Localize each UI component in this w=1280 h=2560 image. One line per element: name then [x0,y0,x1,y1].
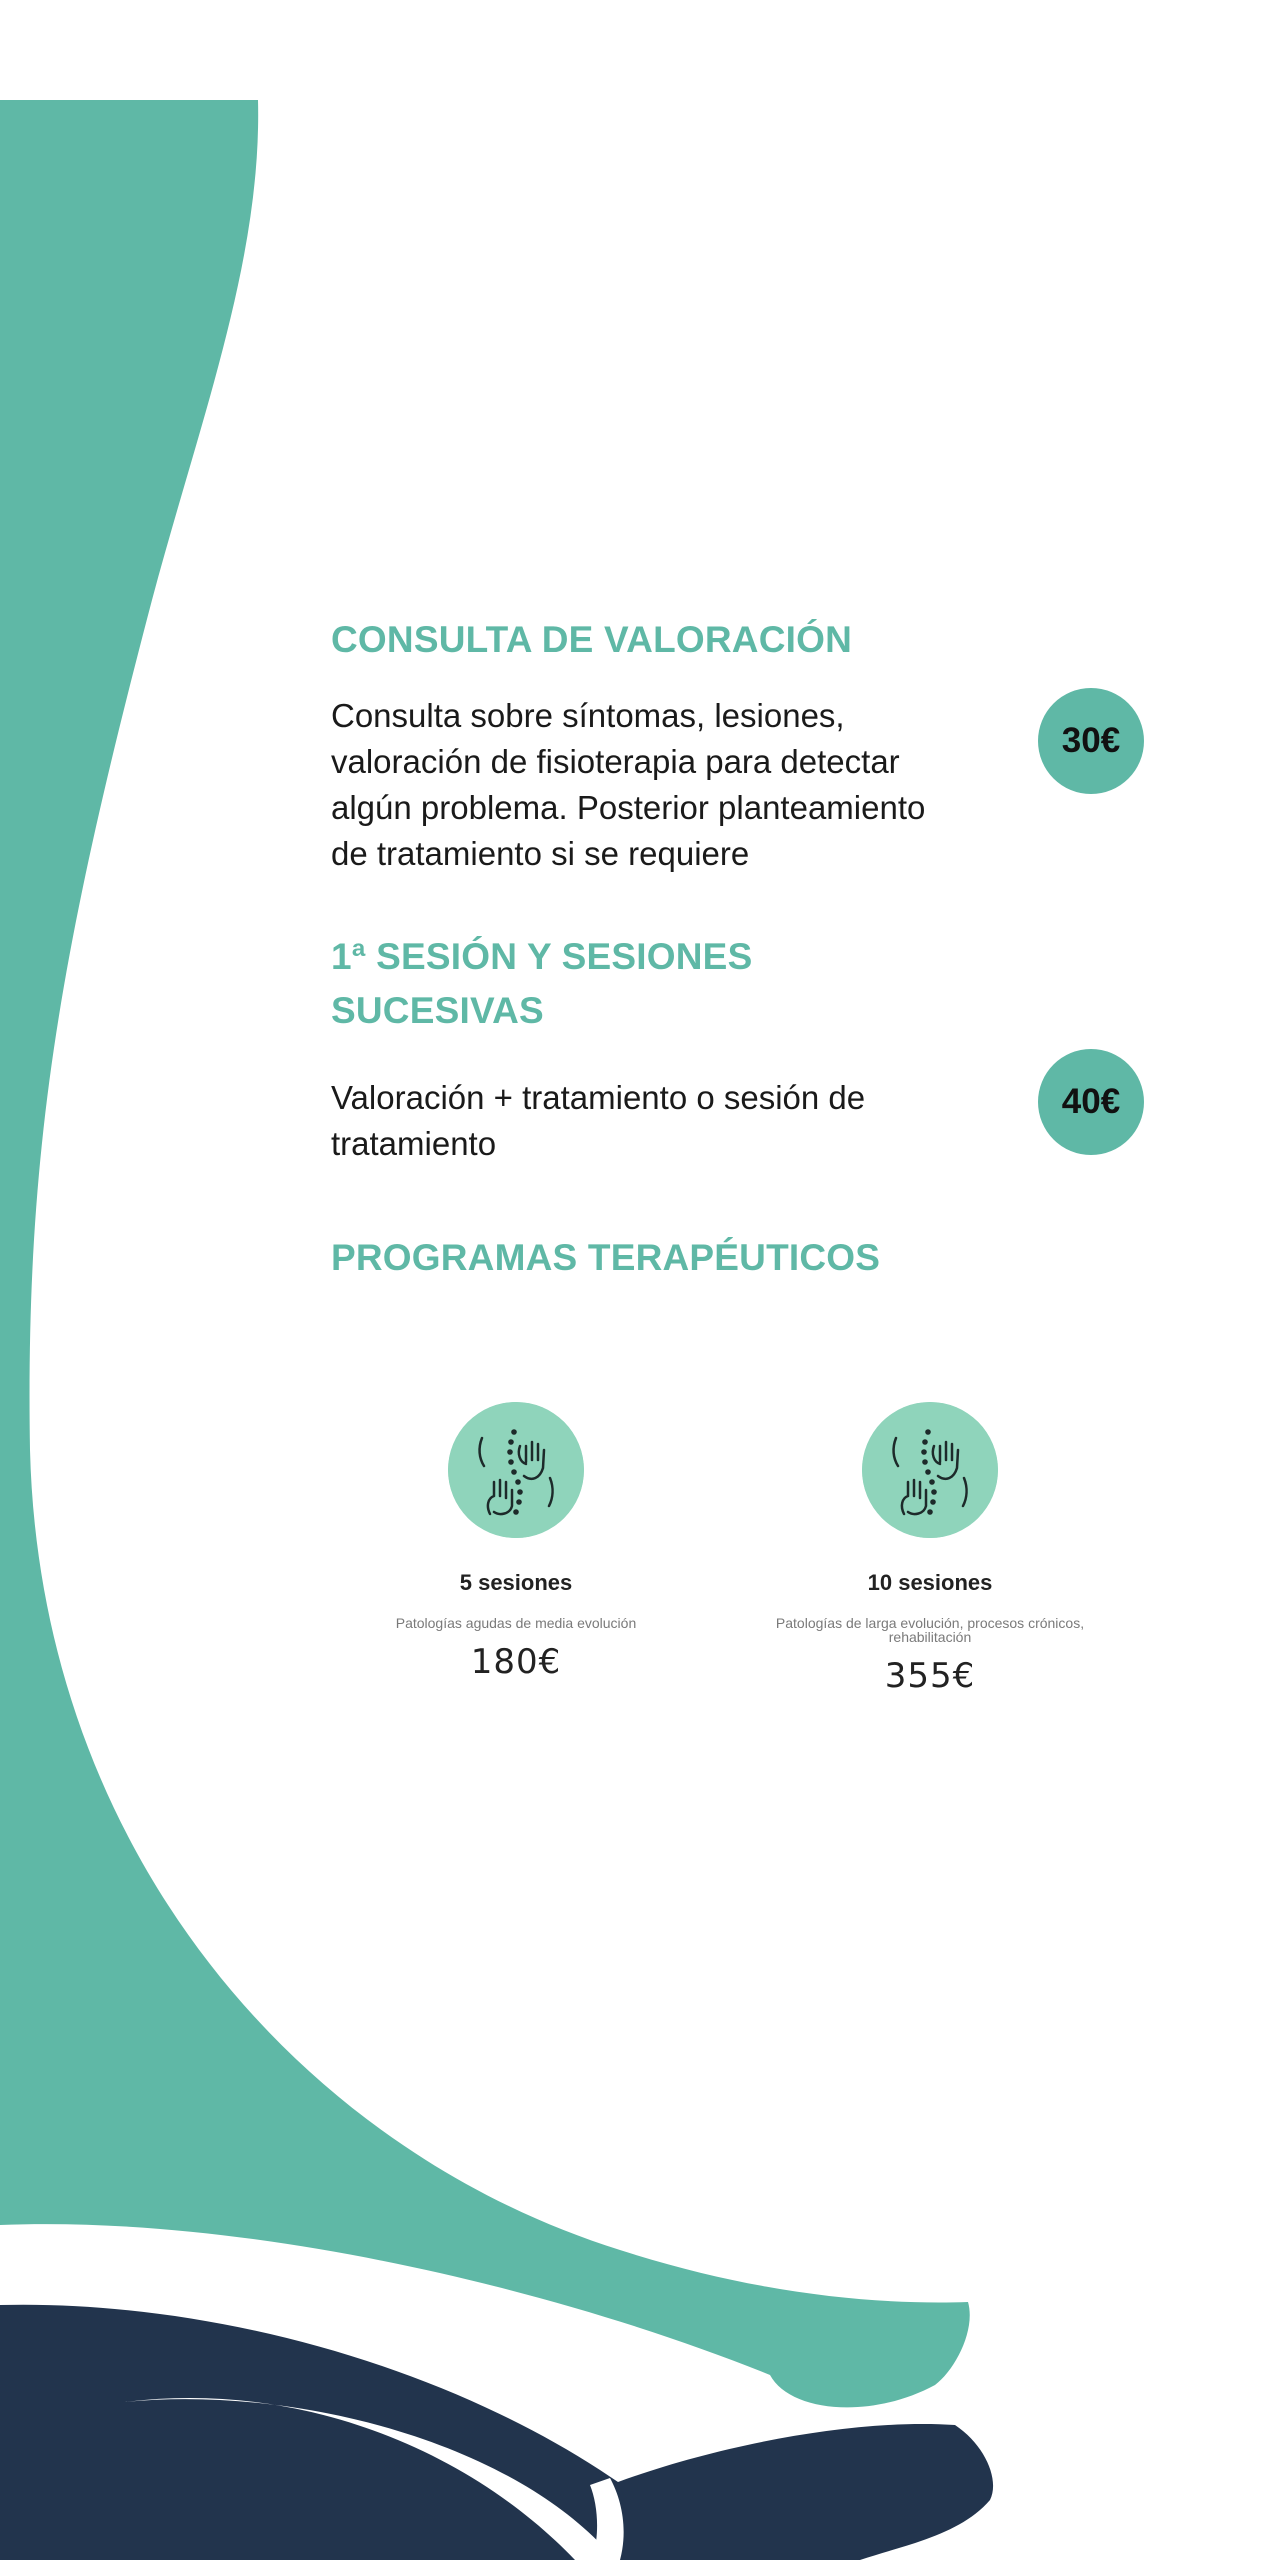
program-card-10-sesiones [750,1402,1110,1696]
price-badge-sesiones: 40€ [1038,1049,1144,1155]
program-title: 10 sesiones [867,1570,993,1595]
section-description-sesiones: Valoración + tratamiento o sesión de tratamiento [331,1079,866,1162]
hands-spine-icon [862,1402,998,1538]
section-title-sesiones: 1ª SESIÓN Y SESIONES SUCESIVAS [331,936,753,1031]
program-title: 5 sesiones [459,1570,573,1595]
program-description: Patologías agudas de media evolución [395,1615,637,1631]
section-title-programas: PROGRAMAS TERAPÉUTICOS [331,1237,881,1278]
program-price: 355€ [884,1656,976,1696]
section-description-consulta: Consulta sobre síntomas, lesiones, valoración de fisioterapia para detectar algún problema. Posterior planteamiento de tratamiento si se requiere [331,697,926,872]
section-title-consulta: CONSULTA DE VALORACIÓN [331,619,853,660]
program-price: 180€ [470,1642,562,1682]
price-badge-consulta: 30€ [1038,688,1144,794]
hands-spine-icon [448,1402,584,1538]
program-description: Patologías de larga evolución, procesos crónicos, rehabilitación [775,1615,1085,1645]
program-card-5-sesiones [336,1402,696,1682]
